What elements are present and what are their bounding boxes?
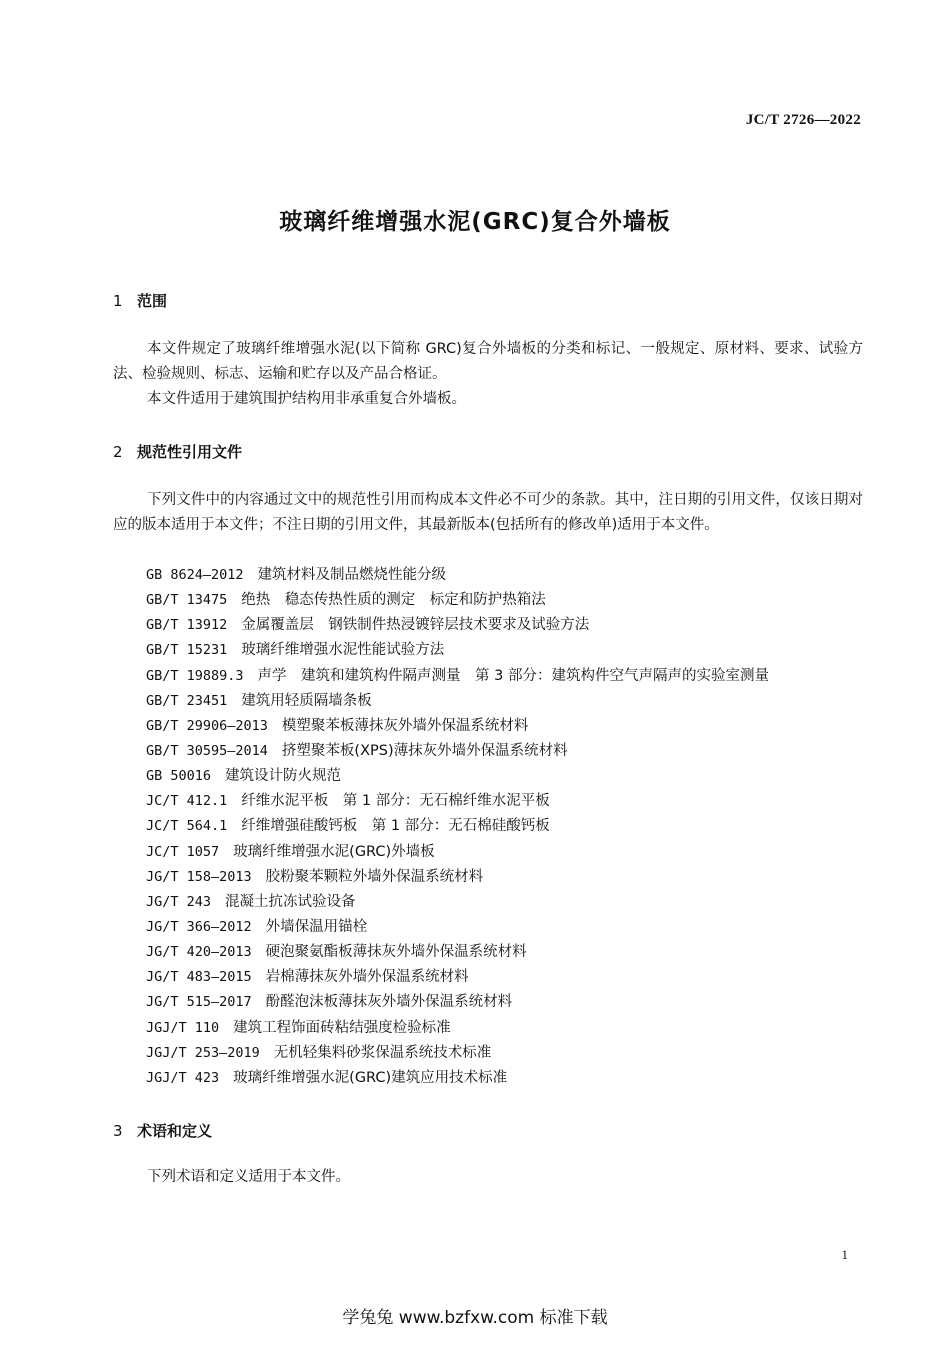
reference-item <box>146 638 769 663</box>
reference-title: 混凝土抗冻试验设备 <box>225 893 356 910</box>
section-1-paragraph-1: 本文件规定了玻璃纤维增强水泥(以下简称 GRC)复合外墙板的分类和标记、一般规定、原材料、要求、试验方法、检验规则、标志、运输和贮存以及产品合格证。 <box>113 341 863 382</box>
reference-title: 模塑聚苯板薄抹灰外墙外保温系统材料 <box>281 717 529 734</box>
section-title: 规范性引用文件 <box>137 443 243 461</box>
reference-item <box>146 890 769 915</box>
reference-title: 外墙保温用锚栓 <box>265 918 368 935</box>
reference-code: JG/T 366—2012 <box>146 918 252 935</box>
reference-code: JGJ/T 253—2019 <box>146 1044 260 1061</box>
reference-code: GB/T 23451 <box>146 692 228 709</box>
reference-code: JG/T 483—2015 <box>146 969 252 986</box>
reference-title: 玻璃纤维增强水泥(GRC)外墙板 <box>233 843 435 860</box>
reference-title: 建筑工程饰面砖粘结强度检验标准 <box>233 1019 451 1036</box>
reference-title: 纤维水泥平板 第 1 部分：无石棉纤维水泥平板 <box>241 793 550 810</box>
section-title: 范围 <box>137 292 168 310</box>
reference-title: 挤塑聚苯板(XPS)薄抹灰外墙外保温系统材料 <box>281 742 568 759</box>
section-3-heading <box>113 1120 212 1141</box>
reference-item <box>146 1016 769 1041</box>
reference-code: GB/T 19889.3 <box>146 667 244 684</box>
reference-code: GB/T 13912 <box>146 617 228 634</box>
reference-item <box>146 563 769 588</box>
reference-title: 建筑设计防火规范 <box>225 768 342 785</box>
section-3-paragraph-1: 下列术语和定义适用于本文件。 <box>147 1169 350 1185</box>
reference-title: 无机轻集料砂浆保温系统技术标准 <box>273 1044 492 1061</box>
reference-code: JG/T 420—2013 <box>146 944 252 961</box>
reference-item <box>146 588 769 613</box>
reference-item <box>146 1041 769 1066</box>
document-title: 玻璃纤维增强水泥(GRC)复合外墙板 <box>279 209 671 235</box>
reference-title: 金属覆盖层 钢铁制件热浸镀锌层技术要求及试验方法 <box>241 617 590 634</box>
reference-code: JG/T 158—2013 <box>146 868 252 885</box>
reference-title: 岩棉薄抹灰外墙外保温系统材料 <box>265 969 469 986</box>
reference-item <box>146 965 769 990</box>
reference-code: GB 8624—2012 <box>146 567 244 583</box>
normative-references-list <box>146 563 769 1091</box>
reference-title: 胶粉聚苯颗粒外墙外保温系统材料 <box>265 868 484 885</box>
section-number: 1 <box>113 292 123 310</box>
reference-title: 绝热 稳态传热性质的测定 标定和防护热箱法 <box>241 592 546 609</box>
reference-item <box>146 739 769 764</box>
reference-title: 玻璃纤维增强水泥性能试验方法 <box>241 642 445 659</box>
reference-item <box>146 940 769 965</box>
reference-item <box>146 865 769 890</box>
reference-item <box>146 789 769 814</box>
reference-item <box>146 1066 769 1091</box>
reference-title: 纤维增强硅酸钙板 第 1 部分：无石棉硅酸钙板 <box>241 818 550 835</box>
reference-code: JC/T 1057 <box>146 843 220 860</box>
reference-item <box>146 689 769 714</box>
reference-code: JG/T 515—2017 <box>146 994 252 1011</box>
standard-number: JC/T 2726—2022 <box>745 112 861 128</box>
page-number: 1 <box>841 1247 848 1262</box>
reference-title: 酚醛泡沫板薄抹灰外墙外保温系统材料 <box>265 994 513 1011</box>
section-number: 3 <box>113 1122 123 1140</box>
reference-item <box>146 840 769 865</box>
reference-code: JGJ/T 110 <box>146 1019 220 1036</box>
reference-code: GB/T 30595—2014 <box>146 742 268 759</box>
reference-item <box>146 664 769 689</box>
section-1-heading <box>113 290 167 311</box>
reference-code: JGJ/T 423 <box>146 1069 220 1086</box>
reference-item <box>146 915 769 940</box>
reference-code: JC/T 412.1 <box>146 793 228 810</box>
reference-title: 建筑用轻质隔墙条板 <box>241 692 372 709</box>
reference-item <box>146 990 769 1015</box>
section-1-paragraph-2: 本文件适用于建筑围护结构用非承重复合外墙板。 <box>147 391 466 407</box>
reference-code: JG/T 243 <box>146 893 212 910</box>
reference-title: 玻璃纤维增强水泥(GRC)建筑应用技术标准 <box>233 1069 508 1086</box>
reference-title: 硬泡聚氨酯板薄抹灰外墙外保温系统材料 <box>265 944 527 961</box>
reference-item <box>146 764 769 789</box>
section-number: 2 <box>113 443 123 461</box>
reference-item <box>146 714 769 739</box>
reference-code: JC/T 564.1 <box>146 818 228 835</box>
reference-title: 建筑材料及制品燃烧性能分级 <box>257 567 447 583</box>
section-2-paragraph-1: 下列文件中的内容通过文中的规范性引用而构成本文件必不可少的条款。其中，注日期的引用文件，仅该日期对应的版本适用于本文件；不注日期的引用文件，其最新版本(包括所有的修改单)适用于本文件。 <box>113 492 863 533</box>
reference-code: GB/T 13475 <box>146 592 228 609</box>
reference-code: GB/T 29906—2013 <box>146 717 268 734</box>
reference-title: 声学 建筑和建筑构件隔声测量 第 3 部分：建筑构件空气声隔声的实验室测量 <box>257 667 769 684</box>
reference-item <box>146 613 769 638</box>
reference-code: GB/T 15231 <box>146 642 228 659</box>
section-2-heading <box>113 441 242 462</box>
watermark: 学兔兔 www.bzfxw.com 标准下载 <box>342 1308 608 1328</box>
section-title: 术语和定义 <box>137 1122 213 1140</box>
reference-code: GB 50016 <box>146 768 212 785</box>
reference-item <box>146 814 769 839</box>
